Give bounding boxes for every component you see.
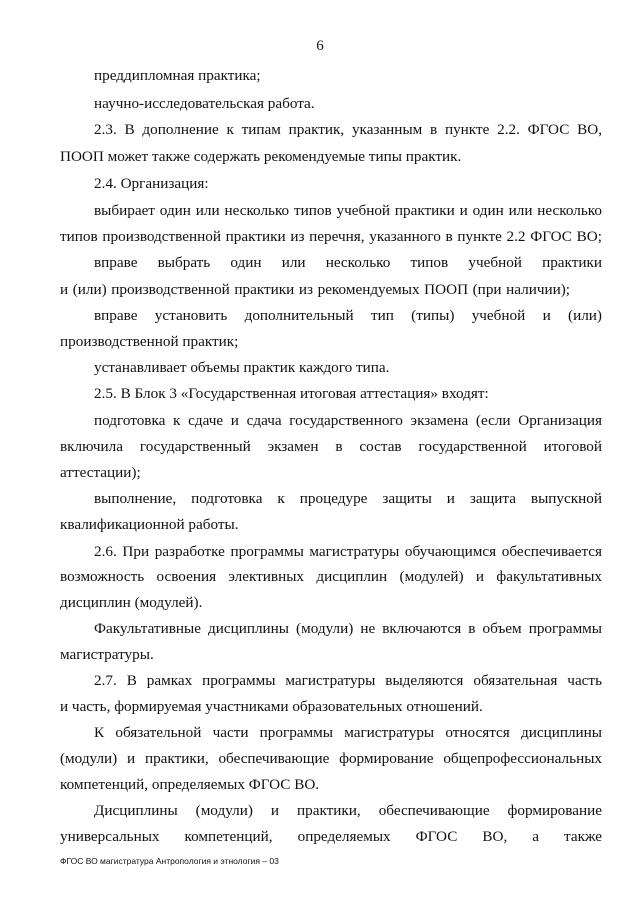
text-line: возможность освоения элективных дисциплин (модулей) и факультативных <box>60 568 602 585</box>
text-line: квалификационной работы. <box>60 516 239 533</box>
text-line: вправе выбрать один или несколько типов учебной практики <box>94 254 602 271</box>
text-line: и (или) производственной практики из рекомендуемых ПООП (при наличии); <box>60 281 570 298</box>
text-line: устанавливает объемы практик каждого типа. <box>94 359 390 376</box>
text-line: компетенций, определяемых ФГОС ВО. <box>60 776 320 793</box>
text-line: 2.4. Организация: <box>94 175 209 192</box>
text-line: ПООП может также содержать рекомендуемые типы практик. <box>60 148 462 165</box>
page-number: 6 <box>316 38 324 54</box>
text-line: Дисциплины (модули) и практики, обеспечивающие формирование <box>94 802 602 819</box>
text-line: дисциплин (модулей). <box>60 594 203 611</box>
footer: ФГОС ВО магистратура Антропология и этнология – 03 <box>60 856 279 866</box>
text-line: 2.3. В дополнение к типам практик, указанным в пункте 2.2. ФГОС ВО, <box>94 121 602 138</box>
text-line: научно-исследовательская работа. <box>94 95 315 112</box>
text-line: типов производственной практики из перечня, указанного в пункте 2.2 ФГОС ВО; <box>60 228 602 245</box>
text-line: универсальных компетенций, определяемых ФГОС ВО, а также <box>60 828 602 845</box>
text-line: преддипломная практика; <box>94 67 261 84</box>
text-line: Факультативные дисциплины (модули) не включаются в объем программы <box>94 620 602 637</box>
text-line: вправе установить дополнительный тип (типы) учебной и (или) <box>94 307 602 324</box>
text-line: и часть, формируемая участниками образовательных отношений. <box>60 698 483 715</box>
text-line: (модули) и практики, обеспечивающие формирование общепрофессиональных <box>60 750 602 767</box>
text-line: 2.5. В Блок 3 «Государственная итоговая аттестация» входят: <box>94 385 489 402</box>
text-line: подготовка к сдаче и сдача государственного экзамена (если Организация <box>94 412 602 429</box>
text-line: производственной практик; <box>60 333 239 350</box>
text-line: выполнение, подготовка к процедуре защиты и защита выпускной <box>94 490 602 507</box>
text-line: 2.7. В рамках программы магистратуры выделяются обязательная часть <box>94 672 602 689</box>
text-line: магистратуры. <box>60 646 154 663</box>
text-line: выбирает один или несколько типов учебной практики и один или несколько <box>94 202 602 219</box>
text-line: 2.6. При разработке программы магистратуры обучающимся обеспечивается <box>94 543 602 560</box>
text-line: включила государственный экзамен в состав государственной итоговой <box>60 438 602 455</box>
text-line: К обязательной части программы магистратуры относятся дисциплины <box>94 724 602 741</box>
text-line: аттестации); <box>60 464 141 481</box>
